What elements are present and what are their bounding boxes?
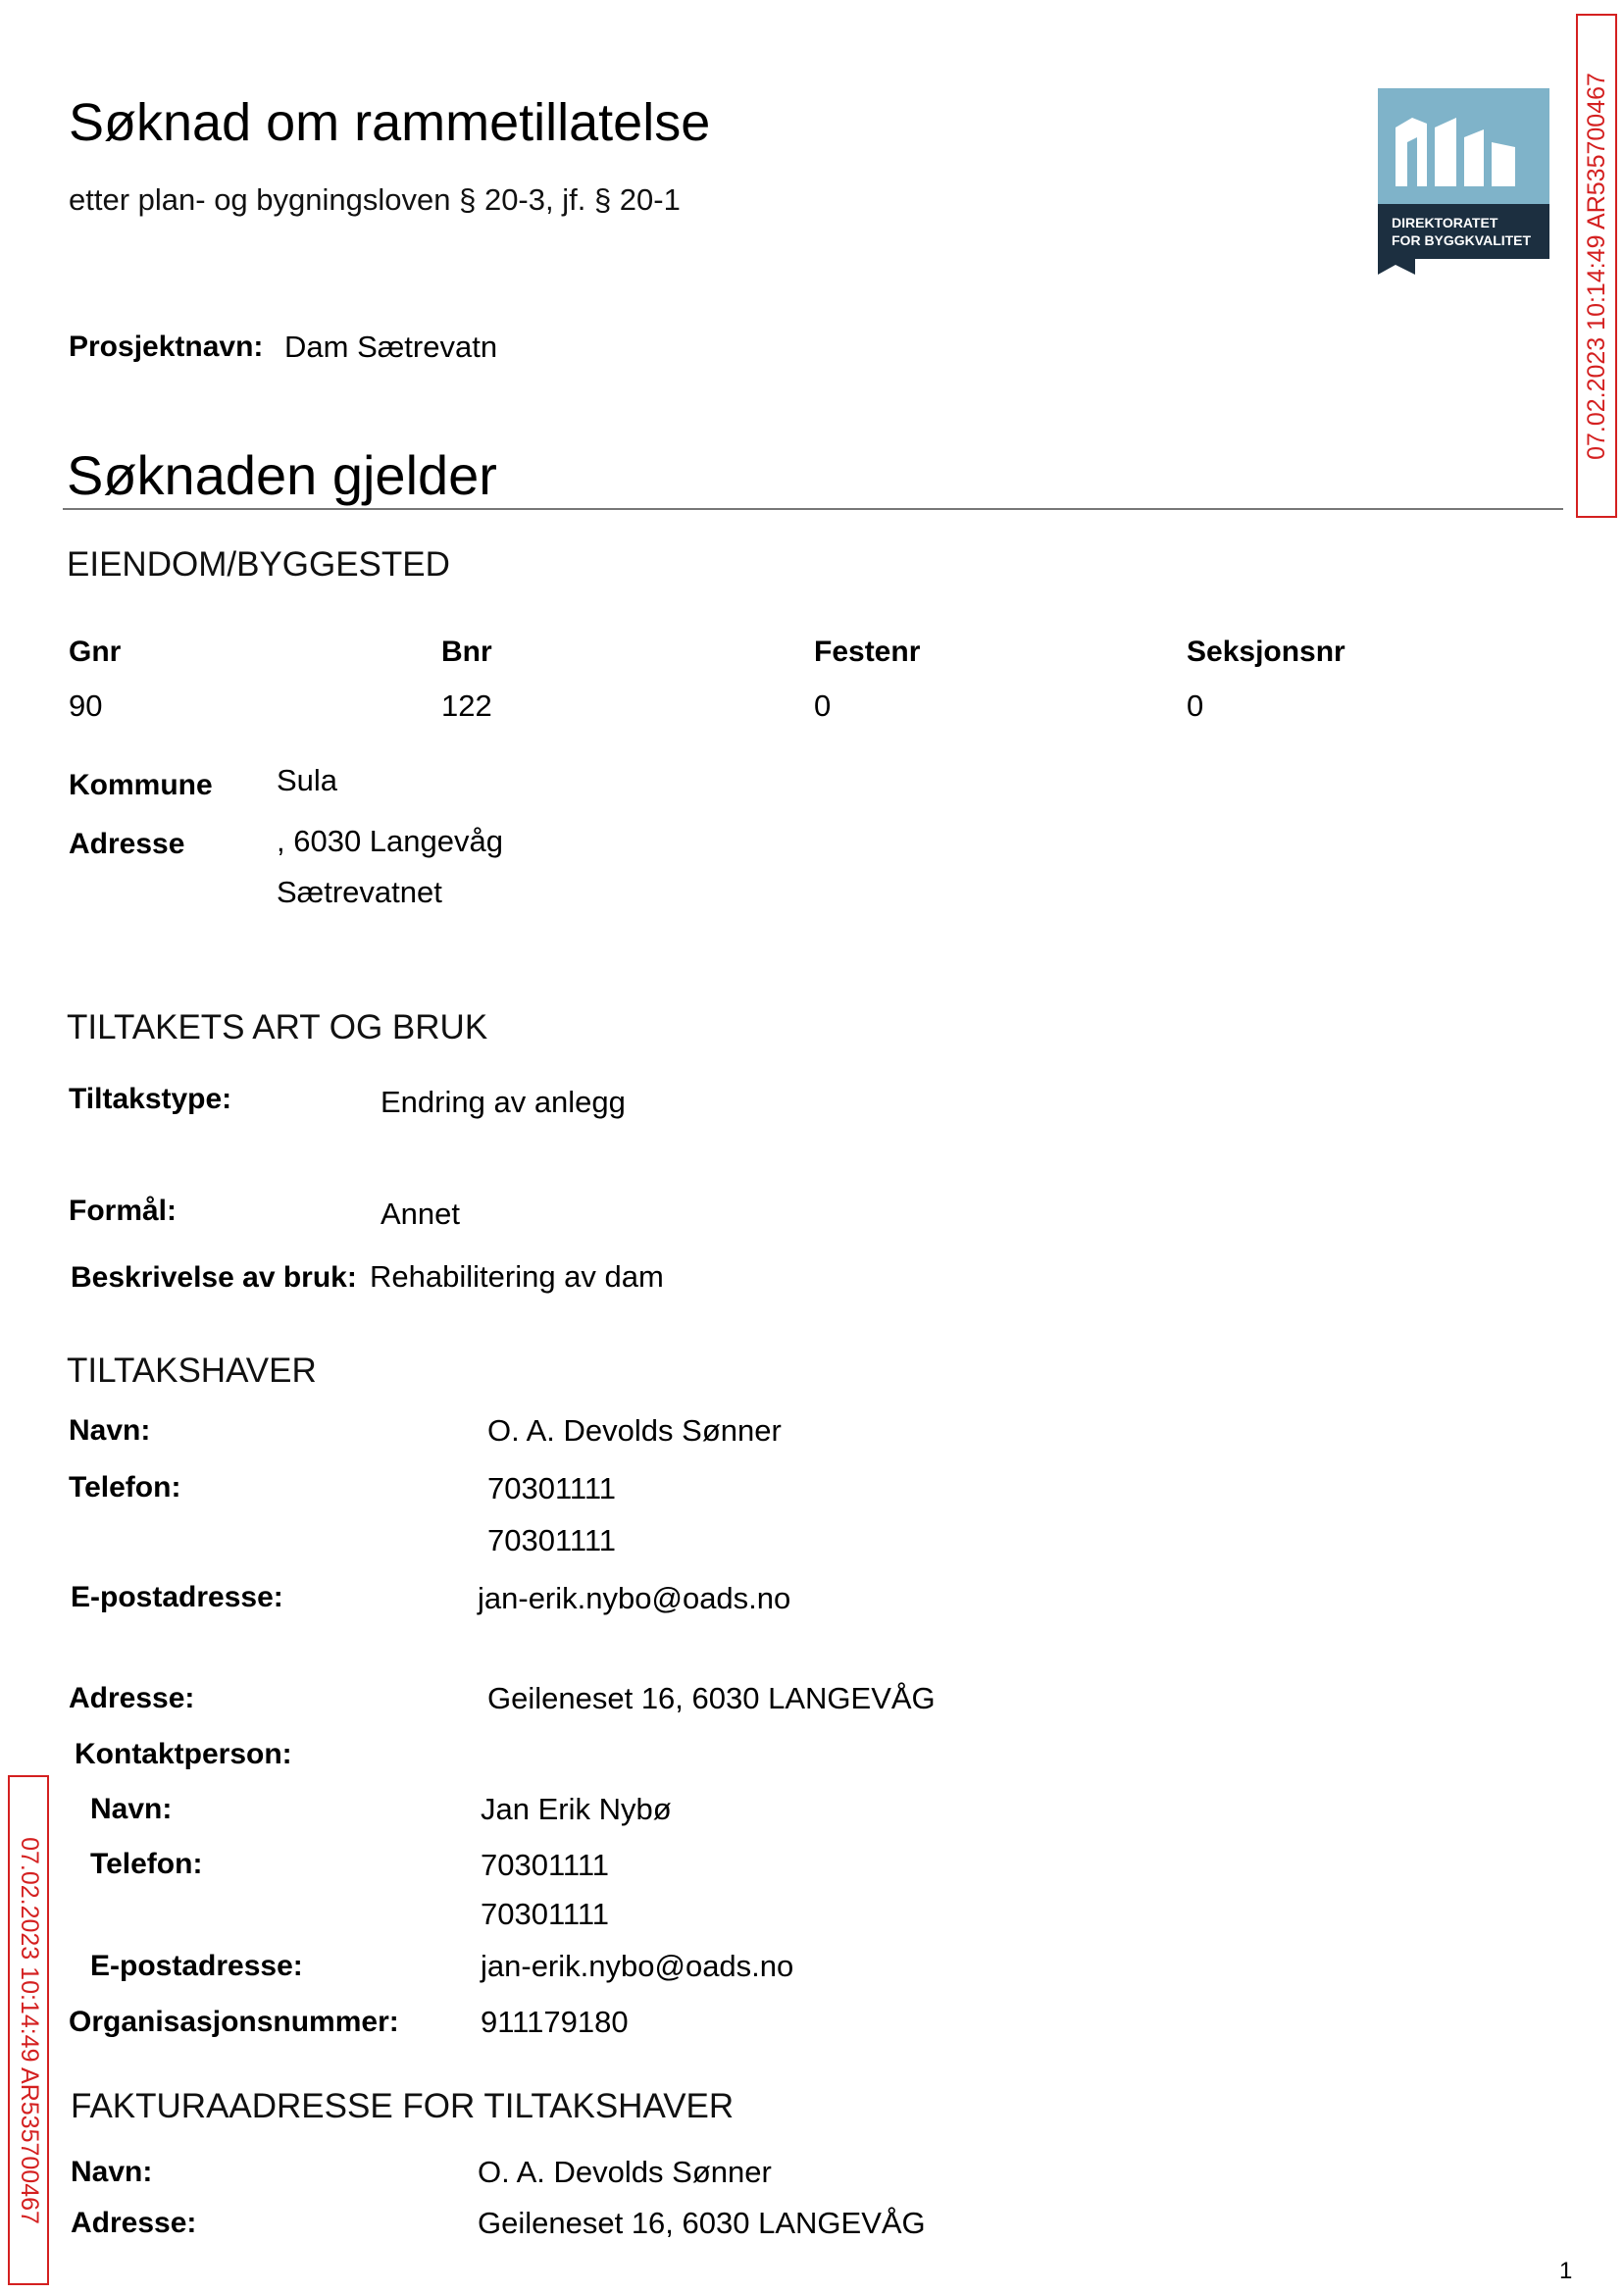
logo-text-line1: DIREKTORATET	[1392, 215, 1498, 230]
kontakt-navn-value: Jan Erik Nybø	[481, 1792, 672, 1826]
formal-value: Annet	[381, 1197, 461, 1231]
page-title: Søknad om rammetillatelse	[69, 93, 711, 152]
tiltakshaver-telefon-label: Telefon:	[69, 1471, 181, 1504]
adresse-value-line1: , 6030 Langevåg	[277, 824, 503, 858]
festenr-value: 0	[814, 688, 832, 723]
kontakt-navn-label: Navn:	[90, 1793, 173, 1825]
tiltakstype-label: Tiltakstype:	[69, 1083, 232, 1115]
faktura-navn-value: O. A. Devolds Sønner	[478, 2155, 772, 2189]
logo-text-line2: FOR BYGGKVALITET	[1392, 232, 1532, 248]
tiltak-heading: TILTAKETS ART OG BRUK	[67, 1008, 488, 1046]
kontakt-epost-value: jan-erik.nybo@oads.no	[481, 1949, 794, 1983]
tiltakshaver-epost-label: E-postadresse:	[71, 1581, 283, 1613]
faktura-adresse-value: Geileneset 16, 6030 LANGEVÅG	[478, 2206, 926, 2240]
tiltakshaver-adresse-label: Adresse:	[69, 1682, 195, 1714]
gnr-label: Gnr	[69, 636, 122, 668]
seksjonsnr-label: Seksjonsnr	[1187, 636, 1345, 668]
tiltakstype-value: Endring av anlegg	[381, 1085, 626, 1119]
seksjonsnr-value: 0	[1187, 688, 1204, 723]
bnr-label: Bnr	[441, 636, 492, 668]
project-name-label: Prosjektnavn:	[69, 331, 264, 363]
stamp-text: 07.02.2023 10:14:49 AR535700467	[15, 1836, 43, 2224]
section-title: Søknaden gjelder	[67, 444, 497, 506]
timestamp-stamp-right	[1576, 14, 1617, 518]
kommune-value: Sula	[277, 763, 338, 797]
tiltakshaver-epost-value: jan-erik.nybo@oads.no	[478, 1581, 791, 1615]
faktura-adresse-label: Adresse:	[71, 2207, 197, 2239]
tiltakshaver-navn-value: O. A. Devolds Sønner	[487, 1413, 782, 1448]
tiltakshaver-telefon-value-1: 70301111	[487, 1471, 617, 1505]
page-number: 1	[1559, 2258, 1573, 2284]
kontakt-telefon-label: Telefon:	[90, 1848, 203, 1880]
tiltakshaver-navn-label: Navn:	[69, 1414, 151, 1447]
project-name-value: Dam Sætrevatn	[284, 330, 498, 364]
beskrivelse-label: Beskrivelse av bruk:	[71, 1261, 357, 1294]
property-heading: EIENDOM/BYGGESTED	[67, 545, 450, 584]
formal-label: Formål:	[69, 1195, 178, 1227]
organisasjonsnummer-value: 911179180	[481, 2005, 629, 2039]
gnr-value: 90	[69, 688, 103, 723]
tiltakshaver-adresse-value: Geileneset 16, 6030 LANGEVÅG	[487, 1681, 936, 1715]
organisasjonsnummer-label: Organisasjonsnummer:	[69, 2006, 399, 2038]
timestamp-stamp-left	[8, 1775, 49, 2285]
kontaktperson-label: Kontaktperson:	[75, 1738, 292, 1770]
tiltakshaver-telefon-value-2: 70301111	[487, 1523, 617, 1557]
kontakt-epost-label: E-postadresse:	[90, 1950, 303, 1982]
faktura-heading: FAKTURAADRESSE FOR TILTAKSHAVER	[71, 2087, 735, 2125]
page-subtitle: etter plan- og bygningsloven § 20-3, jf. § 20-1	[69, 182, 681, 217]
adresse-label: Adresse	[69, 828, 185, 860]
dibk-logo	[1378, 88, 1549, 275]
kontakt-telefon-value-1: 70301111	[481, 1848, 610, 1882]
kommune-label: Kommune	[69, 769, 213, 801]
tiltakshaver-heading: TILTAKSHAVER	[67, 1351, 317, 1390]
kontakt-telefon-value-2: 70301111	[481, 1897, 610, 1931]
bnr-value: 122	[441, 688, 492, 723]
adresse-value-line2: Sætrevatnet	[277, 875, 442, 909]
beskrivelse-value: Rehabilitering av dam	[370, 1259, 664, 1294]
stamp-text: 07.02.2023 10:14:49 AR535700467	[1582, 72, 1610, 460]
festenr-label: Festenr	[814, 636, 921, 668]
section-divider	[63, 508, 1563, 510]
faktura-navn-label: Navn:	[71, 2156, 153, 2188]
